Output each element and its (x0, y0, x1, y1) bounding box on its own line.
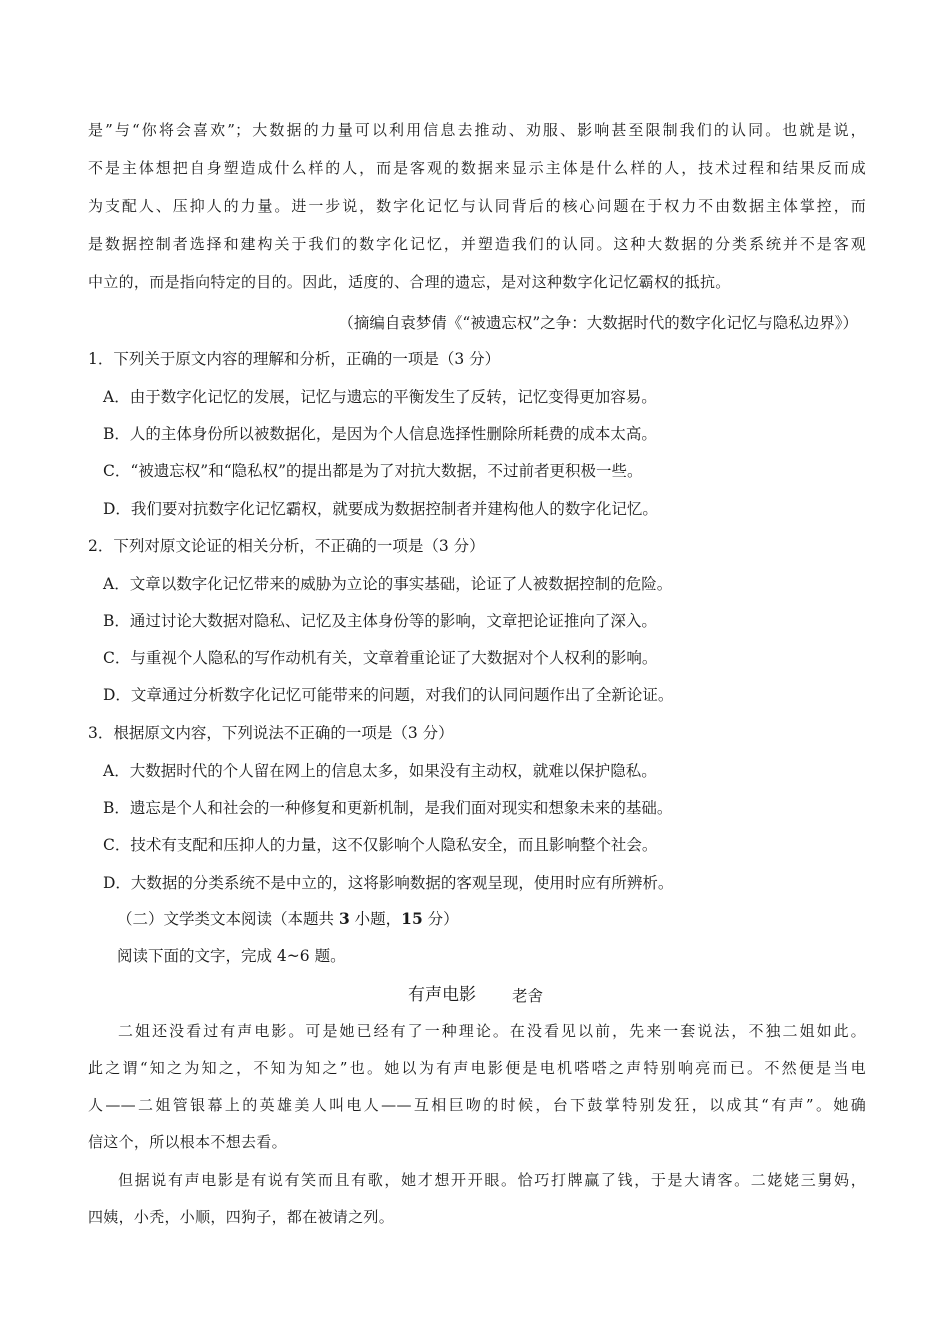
passage-line: 中立的，而是指向特定的目的。因此，适度的、合理的遗忘，是对这种数字化记忆霸权的抵抗。 (88, 273, 731, 291)
question-1-stem: 1．下列关于原文内容的理解和分析，正确的一项是（3 分） (88, 350, 501, 368)
question-2-stem: 2．下列对原文论证的相关分析，不正确的一项是（3 分） (88, 537, 485, 555)
passage-source: （摘编自袁梦倩《“被遗忘权”之争：大数据时代的数字化记忆与隐私边界》） (338, 314, 858, 332)
question-2-option-b: B．通过讨论大数据对隐私、记忆及主体身份等的影响，文章把论证推向了深入。 (103, 612, 657, 630)
question-2-option-c: C．与重视个人隐私的写作动机有关，文章着重论证了大数据对个人权利的影响。 (103, 649, 658, 667)
question-1-option-a: A．由于数字化记忆的发展，记忆与遗忘的平衡发生了反转，记忆变得更加容易。 (103, 388, 657, 406)
story-line: 信这个，所以根本不想去看。 (88, 1133, 287, 1151)
passage-line: 不是主体想把自身塑造成什么样的人，而是客观的数据来显示主体是什么样的人，技术过程和结果反而成 (88, 159, 866, 177)
question-1-option-d: D．我们要对抗数字化记忆霸权，就要成为数据控制者并建构他人的数字化记忆。 (103, 500, 658, 518)
story-line: 但据说有声电影是有说有笑而且有歌，她才想开开眼。恰巧打牌赢了钱，于是大请客。二姥姥三舅妈， (118, 1171, 866, 1189)
section-instruction: 阅读下面的文字，完成 4~6 题。 (117, 947, 346, 965)
passage-line: 是”与“你将会喜欢”；大数据的力量可以利用信息去推动、劝服、影响甚至限制我们的认同。也就是说， (88, 121, 866, 139)
passage-line: 是数据控制者选择和建构关于我们的数字化记忆，并塑造我们的认同。这种大数据的分类系统并不是客观 (88, 235, 866, 253)
question-2-option-a: A．文章以数字化记忆带来的威胁为立论的事实基础，论证了人被数据控制的危险。 (103, 575, 673, 593)
story-line: 此之谓“知之为知之，不知为知之”也。她以为有声电影便是电机嗒嗒之声特别响亮而已。不然便是当电 (88, 1059, 866, 1077)
story-title: 有声电影 (408, 985, 476, 1005)
story-author: 老舍 (512, 987, 544, 1005)
question-3-option-d: D．大数据的分类系统不是中立的，这将影响数据的客观呈现，使用时应有所辨析。 (103, 874, 674, 892)
story-line: 二姐还没看过有声电影。可是她已经有了一种理论。在没看见以前，先来一套说法，不独二姐如此。 (118, 1022, 866, 1040)
question-3-stem: 3．根据原文内容，下列说法不正确的一项是（3 分） (88, 724, 454, 742)
question-2-option-d: D．文章通过分析数字化记忆可能带来的问题，对我们的认同问题作出了全新论证。 (103, 686, 674, 704)
story-line: 四姨，小秃，小顺，四狗子，都在被请之列。 (88, 1208, 395, 1226)
passage-line: 为支配人、压抑人的力量。进一步说，数字化记忆与认同背后的核心问题在于权力不由数据主体掌控，而 (88, 197, 866, 215)
question-3-option-a: A．大数据时代的个人留在网上的信息太多，如果没有主动权，就难以保护隐私。 (103, 762, 657, 780)
question-3-option-c: C．技术有支配和压抑人的力量，这不仅影响个人隐私安全，而且影响整个社会。 (103, 836, 658, 854)
story-line: 人——二姐管银幕上的英雄美人叫电人——互相巨吻的时候，台下鼓掌特别发狂，以成其“有声”。她确 (88, 1096, 866, 1114)
question-3-option-b: B．遗忘是个人和社会的一种修复和更新机制，是我们面对现实和想象未来的基础。 (103, 799, 673, 817)
question-1-option-c: C．“被遗忘权”和“隐私权”的提出都是为了对抗大数据，不过前者更积极一些。 (103, 462, 643, 480)
question-1-option-b: B．人的主体身份所以被数据化，是因为个人信息选择性删除所耗费的成本太高。 (103, 425, 657, 443)
section-heading: （二）文学类文本阅读（本题共 3 小题，15 分） (117, 909, 459, 928)
